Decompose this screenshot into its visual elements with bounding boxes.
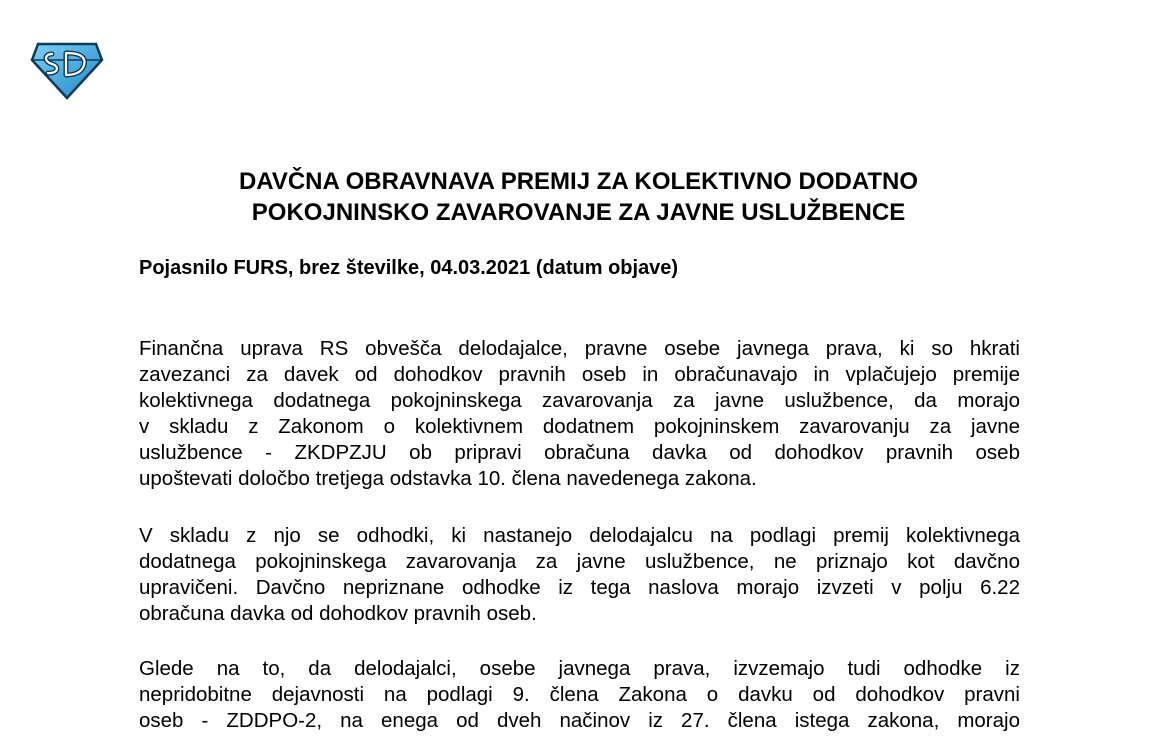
paragraph-1 <box>139 336 1020 492</box>
text-line: uslužbence - ZKDPZJU ob pripravi obračuna davka od dohodkov pravnih oseb <box>139 441 1020 464</box>
text-line: upravičeni. Davčno nepriznane odhodke iz tega naslova morajo izvzeti v polju 6.22 <box>139 576 1020 599</box>
text-line: obračuna davka od dohodkov pravnih oseb. <box>139 602 537 625</box>
text-line: dodatnega pokojninskega zavarovanja za javne uslužbence, ne priznajo kot davčno <box>139 550 1020 573</box>
paragraph-3 <box>139 656 1020 734</box>
document-subtitle: Pojasnilo FURS, brez številke, 04.03.2021 (datum objave) <box>139 257 679 279</box>
title-line-1: DAVČNA OBRAVNAVA PREMIJ ZA KOLEKTIVNO DODATNO <box>238 168 919 195</box>
text-line: V skladu z njo se odhodki, ki nastanejo delodajalcu na podlagi premij kolektivnega <box>139 524 1020 547</box>
document-title <box>0 166 1157 228</box>
text-line: upoštevati določbo tretjega odstavka 10. člena navedenega zakona. <box>139 467 757 490</box>
text-line: zavezanci za davek od dohodkov pravnih oseb in obračunavajo in vplačujejo premije <box>139 363 1020 386</box>
text-line: Glede na to, da delodajalci, osebe javnega prava, izvzemajo tudi odhodke iz <box>139 657 1020 680</box>
text-line: Finančna uprava RS obvešča delodajalce, pravne osebe javnega prava, ki so hkrati <box>139 337 1020 360</box>
text-line: oseb - ZDDPO-2, na enega od dveh načinov iz 27. člena istega zakona, morajo <box>139 709 1020 732</box>
text-line: kolektivnega dodatnega pokojninskega zavarovanja za javne uslužbence, da morajo <box>139 389 1020 412</box>
text-line: nepridobitne dejavnosti na podlagi 9. člena Zakona o davku od dohodkov pravni <box>139 683 1020 706</box>
text-line: v skladu z Zakonom o kolektivnem dodatnem pokojninskem zavarovanju za javne <box>139 415 1020 438</box>
sd-diamond-logo-icon <box>30 40 104 100</box>
company-logo <box>30 40 104 100</box>
title-line-2: POKOJNINSKO ZAVAROVANJE ZA JAVNE USLUŽBENCE <box>251 199 906 226</box>
paragraph-2 <box>139 523 1020 627</box>
